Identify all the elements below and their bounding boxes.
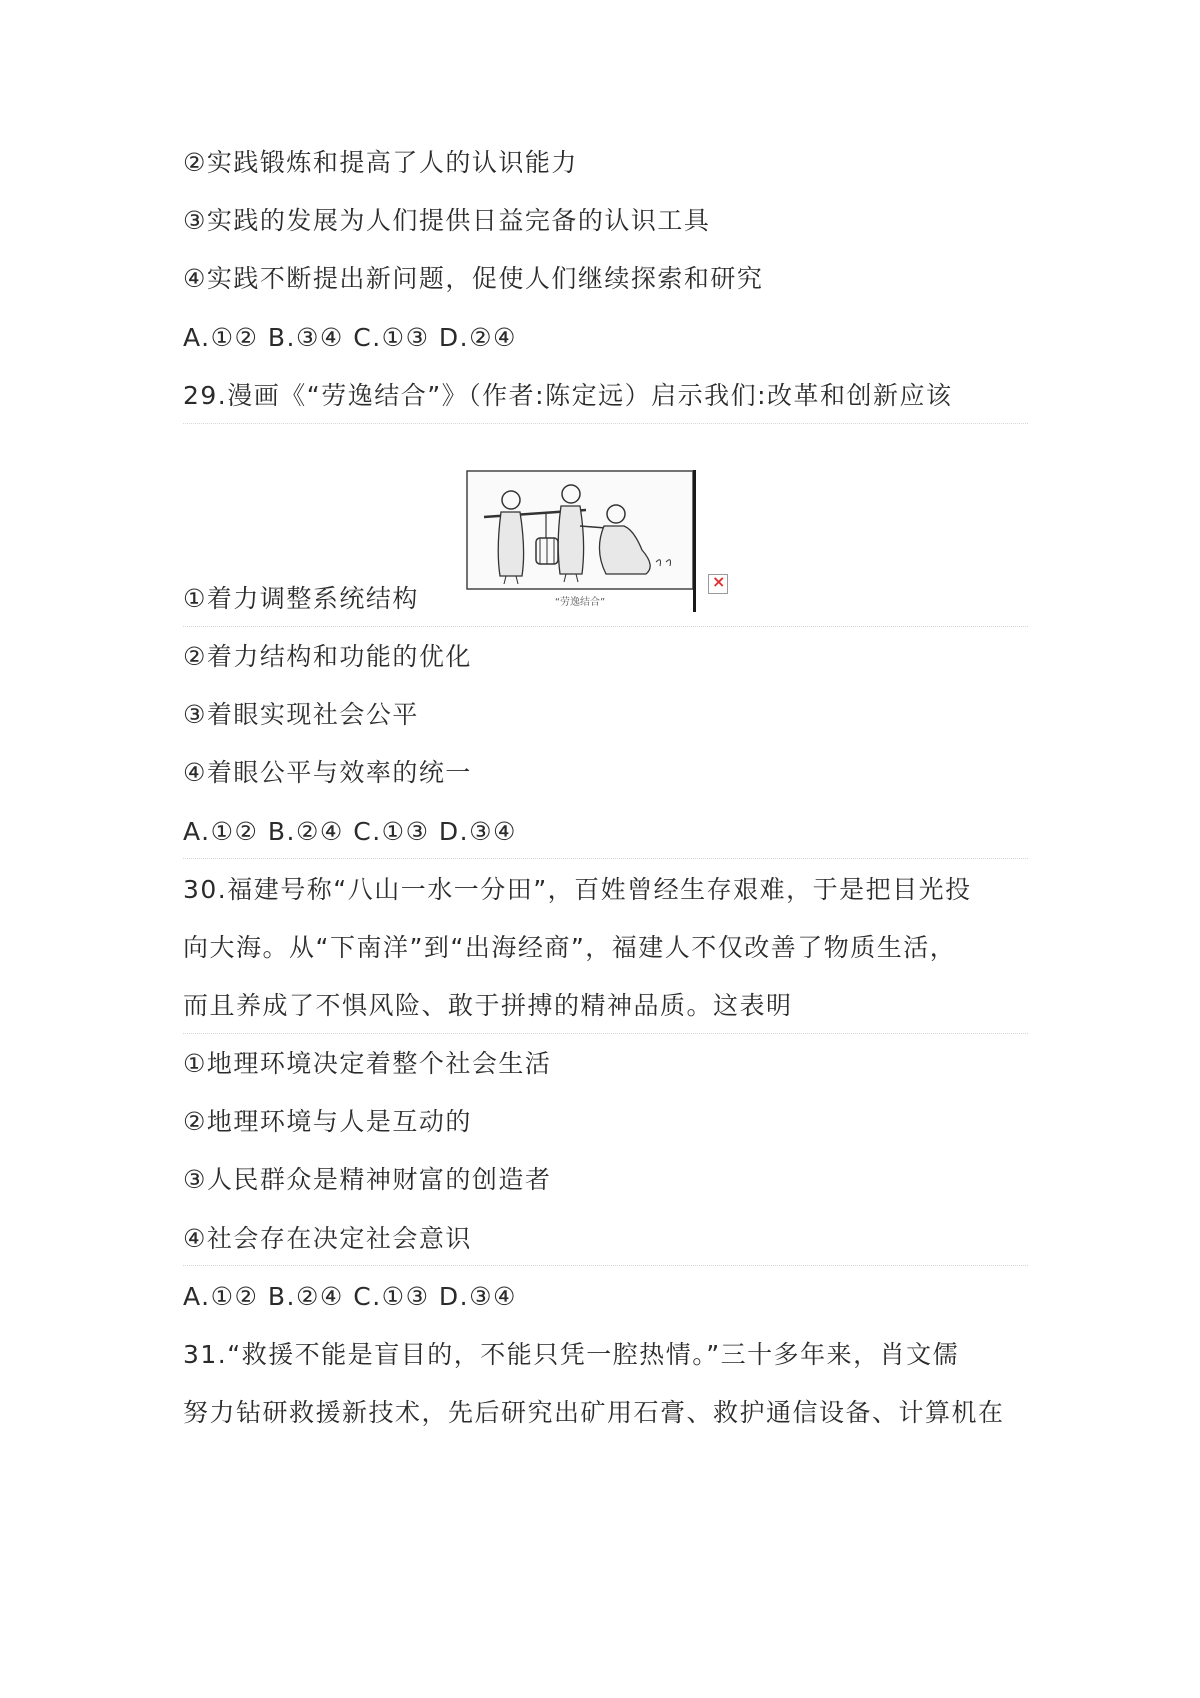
q30-option-3: ③人民群众是精神财富的创造者 (183, 1165, 552, 1194)
divider (183, 858, 1028, 859)
q30-stem-line-3: 而且养成了不惧风险、敢于拼搏的精神品质。这表明 (183, 991, 793, 1020)
q30-stem-line-2: 向大海。从“下南洋”到“出海经商”，福建人不仅改善了物质生活， (183, 933, 957, 962)
q30-option-4: ④社会存在决定社会意识 (183, 1224, 472, 1253)
cartoon-drawing (466, 470, 694, 612)
q28-option-3: ③实践的发展为人们提供日益完备的认识工具 (183, 206, 711, 235)
divider (183, 1033, 1028, 1034)
q29-option-4: ④着眼公平与效率的统一 (183, 758, 472, 787)
q29-answer-choices: A.①② B.②④ C.①③ D.③④ (183, 817, 517, 846)
q31-stem-line-1: 31.“救援不能是盲目的，不能只凭一腔热情。”三十多年来，肖文儒 (183, 1340, 960, 1369)
q28-option-2: ②实践锻炼和提高了人的认识能力 (183, 148, 578, 177)
broken-image-icon: × (708, 574, 728, 594)
q28-answer-choices: A.①② B.③④ C.①③ D.②④ (183, 323, 517, 352)
cartoon-image (466, 470, 738, 612)
divider (183, 1265, 1028, 1266)
q28-option-4: ④实践不断提出新问题，促使人们继续探索和研究 (183, 264, 764, 293)
q29-stem: 29.漫画《“劳逸结合”》（作者:陈定远）启示我们:改革和创新应该 (183, 381, 953, 410)
image-border (693, 470, 696, 612)
document-page (183, 0, 1033, 1698)
cartoon-caption: “劳逸结合” (554, 597, 606, 608)
q29-option-1: ①着力调整系统结构 (183, 584, 419, 613)
q30-option-2: ②地理环境与人是互动的 (183, 1107, 472, 1136)
q29-option-2: ②着力结构和功能的优化 (183, 642, 472, 671)
divider (183, 423, 1028, 424)
q30-stem-line-1: 30.福建号称“八山一水一分田”，百姓曾经生存艰难，于是把目光投 (183, 875, 972, 904)
q30-option-1: ①地理环境决定着整个社会生活 (183, 1049, 552, 1078)
q30-answer-choices: A.①② B.②④ C.①③ D.③④ (183, 1282, 517, 1311)
q29-option-3: ③着眼实现社会公平 (183, 700, 419, 729)
divider (183, 626, 1028, 627)
q31-stem-line-2: 努力钻研救援新技术，先后研究出矿用石膏、救护通信设备、计算机在 (183, 1398, 1005, 1427)
